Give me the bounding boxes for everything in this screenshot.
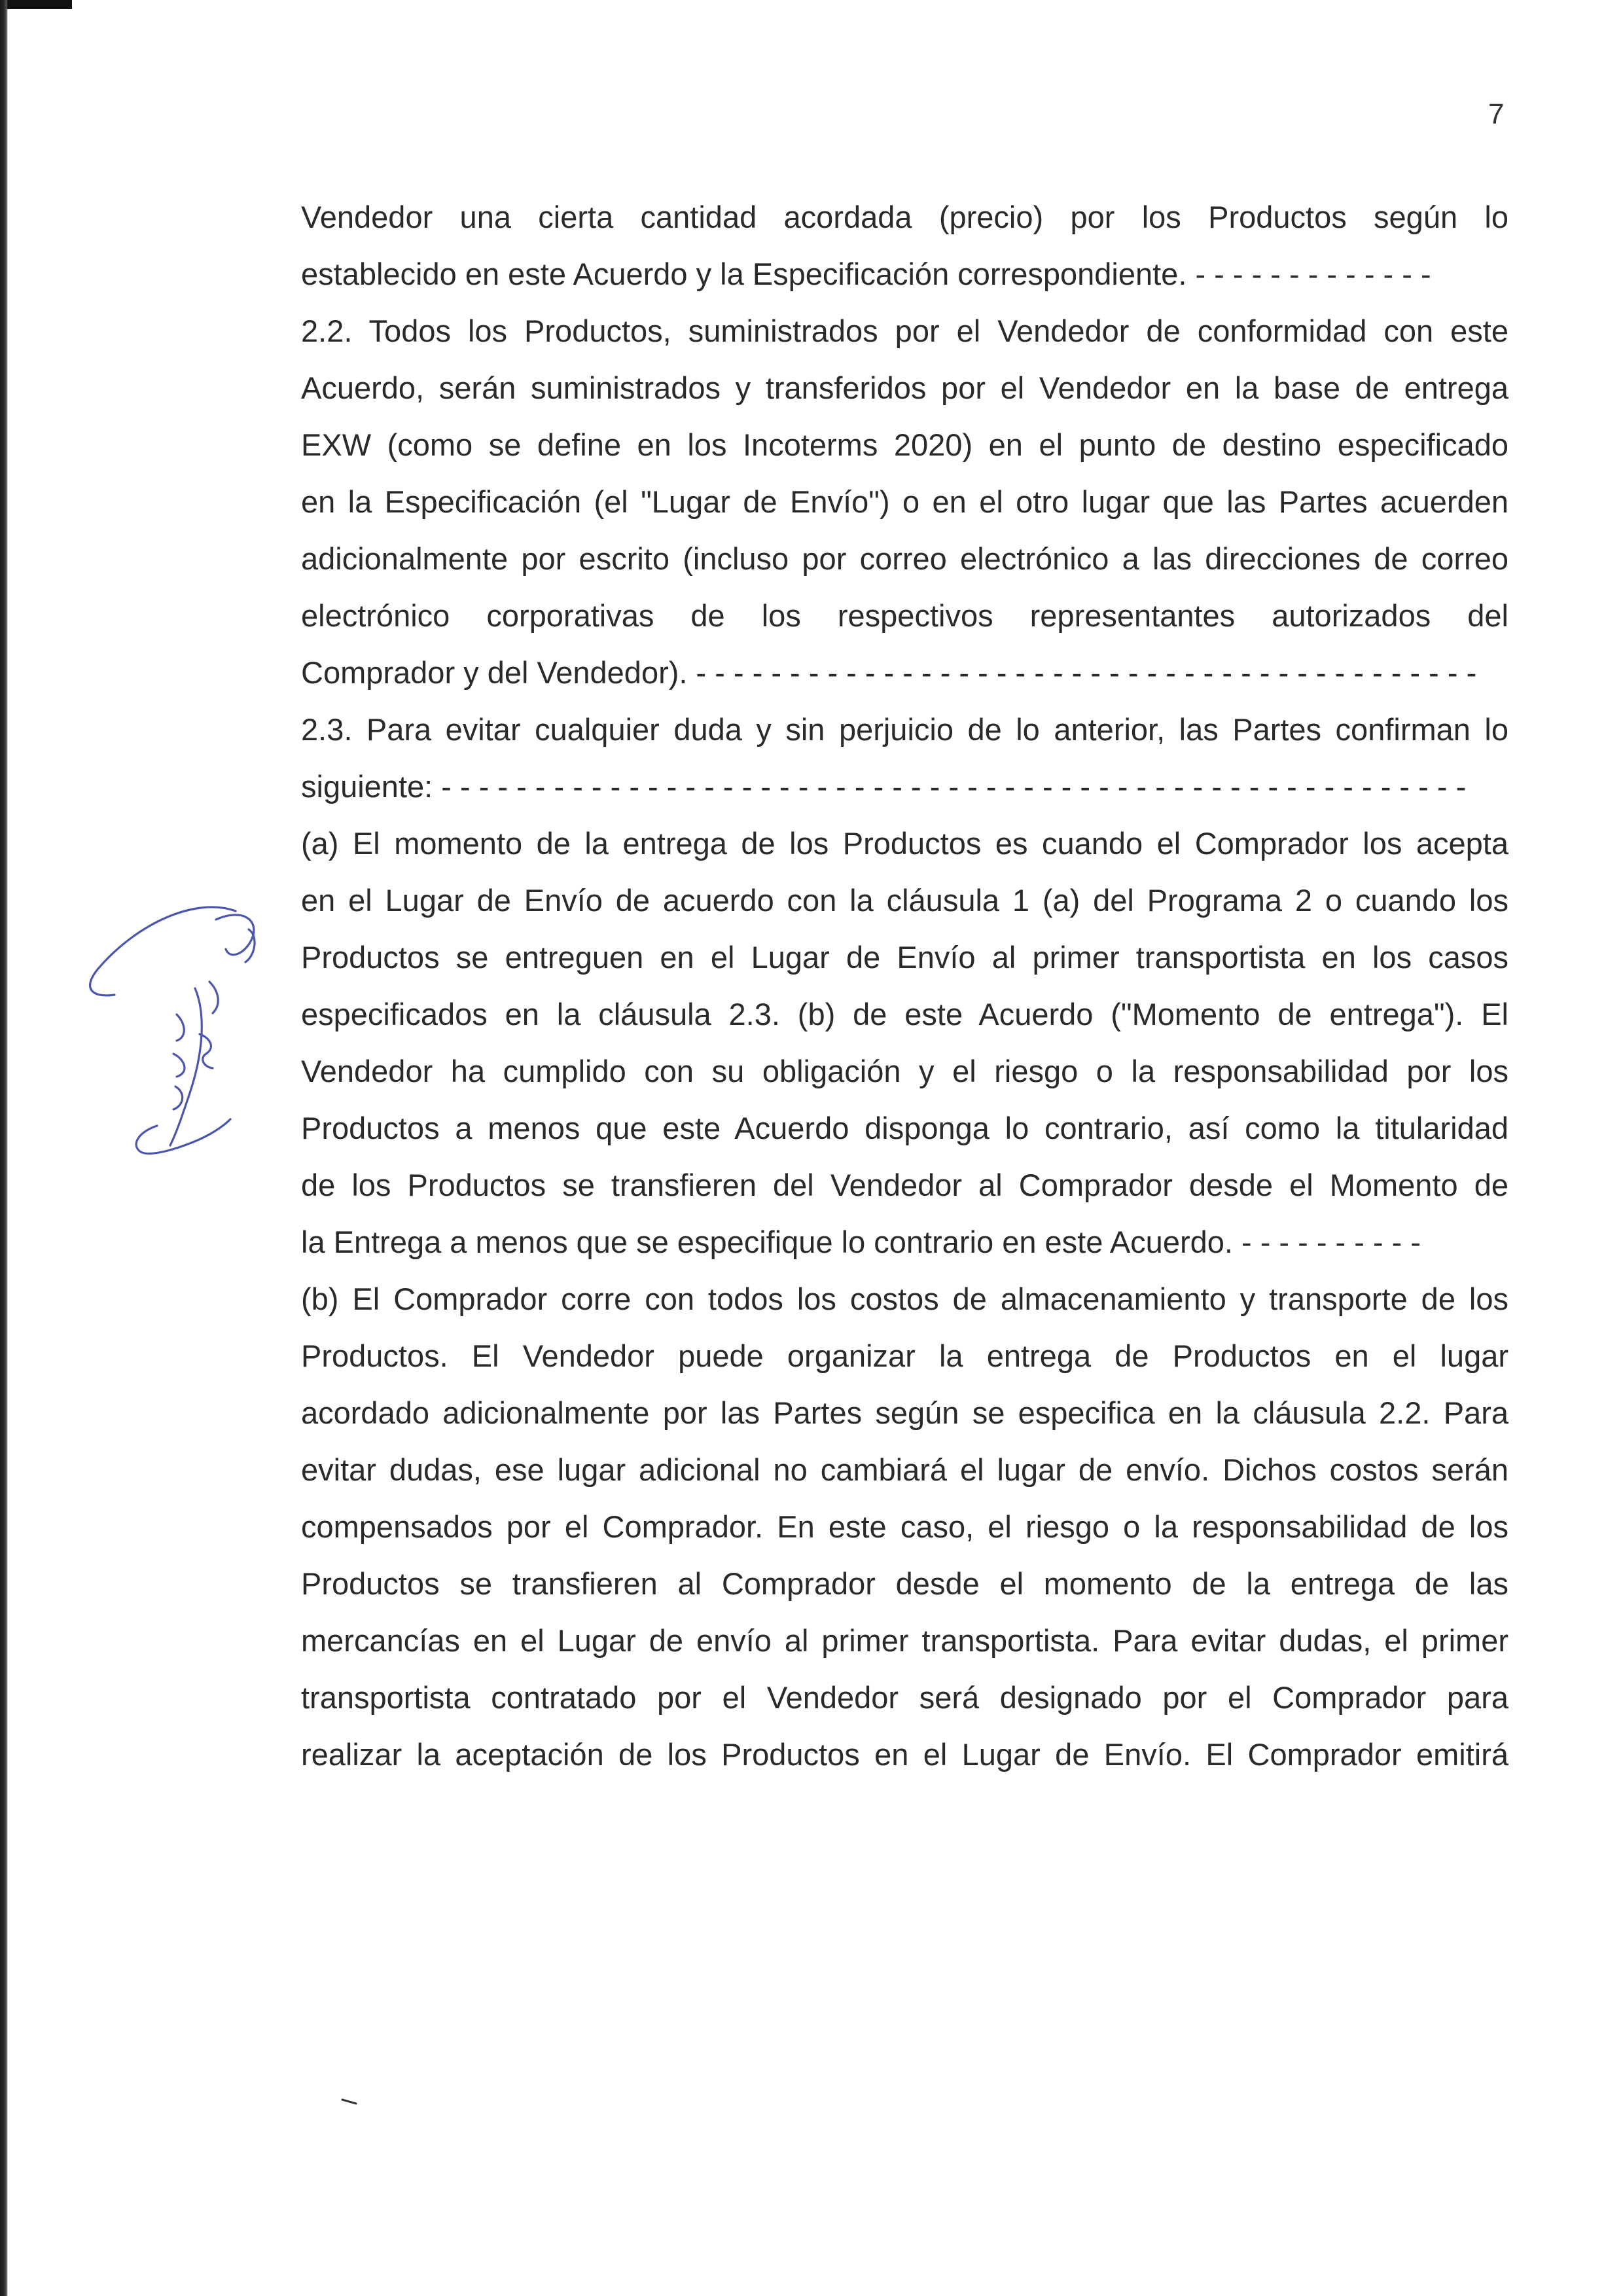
text-line: transportista contratado por el Vendedor será designado por el Comprador para [301, 1680, 1508, 1715]
text-line: de los Productos se transfieren del Vendedor al Comprador desde el Momento de [301, 1168, 1508, 1202]
clause-2-2-start: 2.2. Todos los Productos, suministrados por el Vendedor de conformidad con este [301, 314, 1508, 348]
scan-border-left [0, 0, 8, 2296]
text-line: siguiente: - - - - - - - - - - - - - - - - - - - - - - - - - - - - - - - - - - - - - - - - - - - - - - - - - - - - - - - [301, 769, 1467, 804]
text-line: realizar la aceptación de los Productos en el Lugar de Envío. El Comprador emitirá [301, 1737, 1508, 1772]
page-number: 7 [1488, 98, 1505, 130]
text-line: compensados por el Comprador. En este caso, el riesgo o la responsabilidad de los [301, 1509, 1508, 1544]
text-line: Productos se entreguen en el Lugar de Envío al primer transportista en los casos [301, 940, 1508, 975]
text-line: mercancías en el Lugar de envío al primer transportista. Para evitar dudas, el primer [301, 1623, 1508, 1658]
text-line: Acuerdo, serán suministrados y transferidos por el Vendedor en la base de entrega [301, 370, 1508, 405]
text-line: EXW (como se define en los Incoterms 2020) en el punto de destino especificado [301, 427, 1508, 462]
text-line: Vendedor ha cumplido con su obligación y el riesgo o la responsabilidad por los [301, 1054, 1508, 1088]
document-body [301, 188, 1508, 1783]
handwritten-signature-icon [79, 884, 268, 1172]
text-line: la Entrega a menos que se especifique lo contrario en este Acuerdo. - - - - - - - - - - [301, 1225, 1421, 1259]
text-line: establecido en este Acuerdo y la Especificación correspondiente. - - - - - - - - - - - - - [301, 257, 1431, 291]
text-line: especificados en la cláusula 2.3. (b) de este Acuerdo ("Momento de entrega"). El [301, 997, 1508, 1031]
clause-2-3-start: 2.3. Para evitar cualquier duda y sin perjuicio de lo anterior, las Partes confirman lo [301, 712, 1508, 747]
clause-2-3-a-start: (a) El momento de la entrega de los Productos es cuando el Comprador los acepta [301, 826, 1508, 861]
text-line: Productos a menos que este Acuerdo disponga lo contrario, así como la titularidad [301, 1111, 1508, 1145]
text-line: acordado adicionalmente por las Partes según se especifica en la cláusula 2.2. Para [301, 1395, 1508, 1430]
clause-2-3-b-start: (b) El Comprador corre con todos los costos de almacenamiento y transporte de los [301, 1282, 1508, 1316]
text-line: Vendedor una cierta cantidad acordada (precio) por los Productos según lo [301, 200, 1508, 234]
scan-border-top [0, 0, 72, 9]
text-line: adicionalmente por escrito (incluso por correo electrónico a las direcciones de correo [301, 541, 1508, 576]
text-line: en el Lugar de Envío de acuerdo con la cláusula 1 (a) del Programa 2 o cuando los [301, 883, 1508, 918]
text-line: Productos se transfieren al Comprador desde el momento de la entrega de las [301, 1566, 1508, 1601]
scan-speck-icon [340, 2094, 360, 2108]
text-line: electrónico corporativas de los respectivos representantes autorizados del [301, 598, 1508, 633]
text-line: evitar dudas, ese lugar adicional no cambiará el lugar de envío. Dichos costos serán [301, 1452, 1508, 1487]
text-line: Comprador y del Vendedor). - - - - - - - - - - - - - - - - - - - - - - - - - - - - - - - - - - - - - - - - - - [301, 655, 1477, 690]
text-line: en la Especificación (el "Lugar de Envío") o en el otro lugar que las Partes acuerden [301, 484, 1508, 519]
text-line: Productos. El Vendedor puede organizar la entrega de Productos en el lugar [301, 1338, 1508, 1373]
